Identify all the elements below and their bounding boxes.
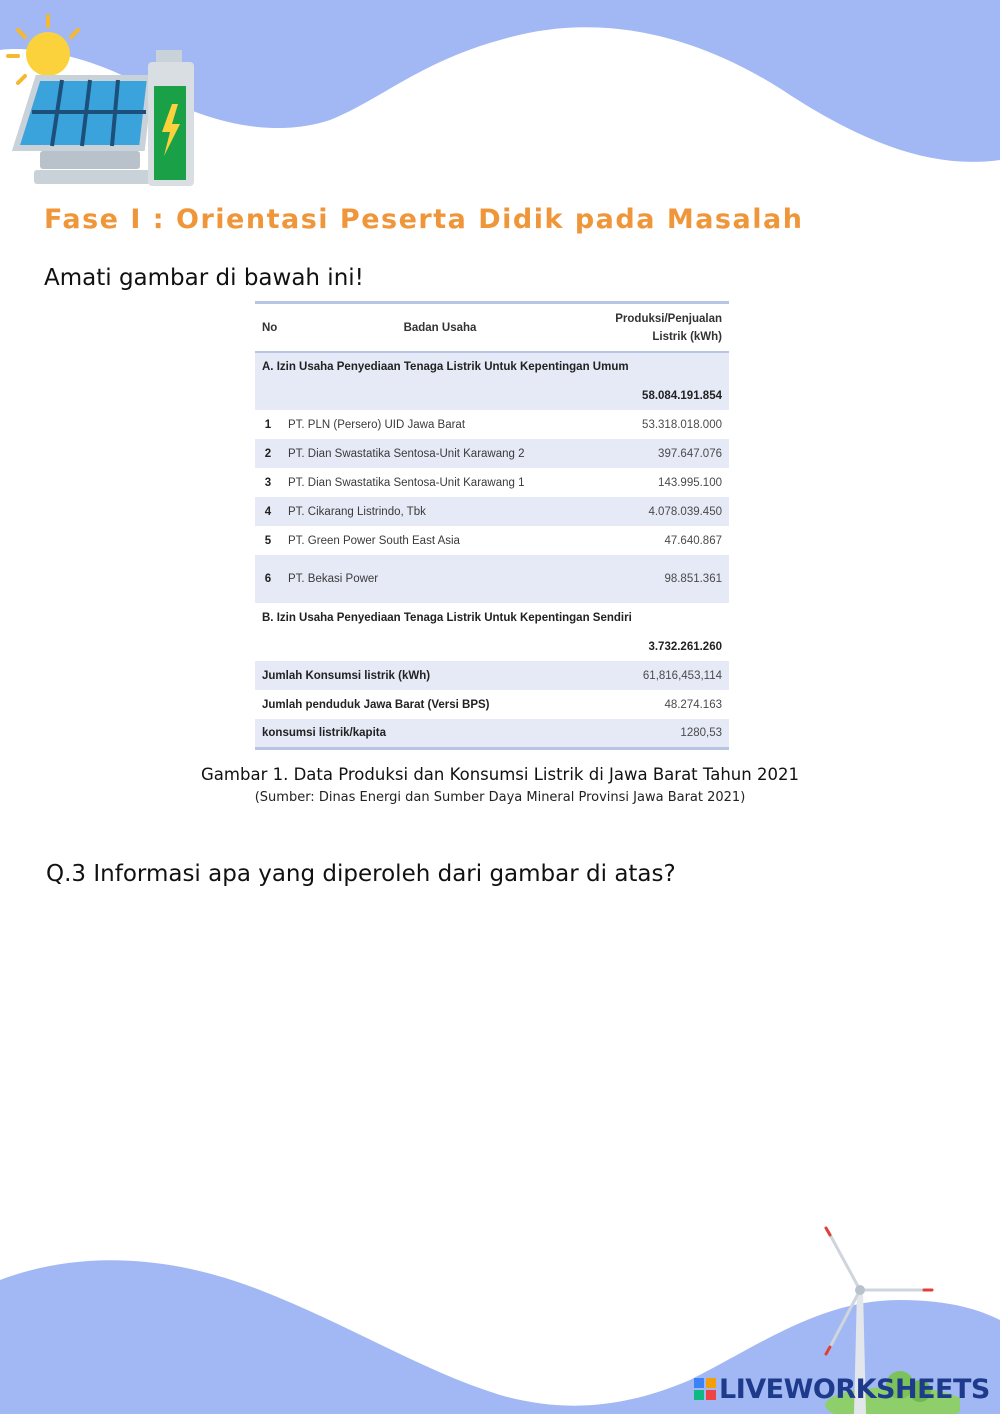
liveworksheets-logo-text: LIVEWORKSHEETS <box>719 1373 990 1405</box>
row-no: 4 <box>264 505 272 518</box>
summary-label: Jumlah Konsumsi listrik (kWh) <box>262 669 431 682</box>
row-value: 397.647.076 <box>658 447 722 460</box>
column-header-no: No <box>255 303 281 353</box>
row-name: PT. Dian Swastatika Sentosa-Unit Karawang 1 <box>288 476 525 489</box>
row-name: PT. Cikarang Listrindo, Tbk <box>288 505 426 518</box>
row-no: 2 <box>264 447 272 460</box>
data-table <box>255 301 729 750</box>
table-row <box>255 410 729 439</box>
row-name: PT. PLN (Persero) UID Jawa Barat <box>288 418 466 431</box>
row-name: PT. Bekasi Power <box>288 573 379 585</box>
table-row <box>255 497 729 526</box>
summary-row <box>255 690 729 719</box>
section-a-title: A. Izin Usaha Penyediaan Tenaga Listrik Untuk Kepentingan Umum <box>262 361 629 373</box>
summary-row <box>255 719 729 748</box>
section-a-title-row <box>255 352 729 381</box>
solar-panel-battery-icon <box>0 8 200 190</box>
section-b-total-row <box>255 632 729 661</box>
phase-title: Fase I : Orientasi Peserta Didik pada Masalah <box>44 204 804 235</box>
column-header-value: Produksi/Penjualan Listrik (kWh) <box>599 303 729 353</box>
table-row <box>255 555 729 603</box>
liveworksheets-logo <box>694 1374 990 1404</box>
summary-label: konsumsi listrik/kapita <box>262 726 386 739</box>
row-name: PT. Dian Swastatika Sentosa-Unit Karawang 2 <box>288 447 525 460</box>
section-a-total-row <box>255 381 729 410</box>
row-value: 143.995.100 <box>658 476 722 489</box>
row-value: 47.640.867 <box>664 534 722 547</box>
electricity-data-table <box>255 301 729 750</box>
table-header-row <box>255 303 729 353</box>
row-no: 3 <box>264 476 272 489</box>
section-a-total: 58.084.191.854 <box>642 389 722 402</box>
sun-icon <box>8 16 78 83</box>
section-b-total: 3.732.261.260 <box>648 640 722 653</box>
summary-label: Jumlah penduduk Jawa Barat (Versi BPS) <box>262 698 490 711</box>
row-name: PT. Green Power South East Asia <box>288 534 460 547</box>
summary-value: 48.274.163 <box>664 698 722 711</box>
table-row <box>255 526 729 555</box>
row-value: 4.078.039.450 <box>648 505 722 518</box>
summary-row <box>255 661 729 690</box>
table-row <box>255 439 729 468</box>
figure-source: (Sumber: Dinas Energi dan Sumber Daya Mineral Provinsi Jawa Barat 2021) <box>254 790 746 805</box>
column-header-name: Badan Usaha <box>281 303 599 353</box>
section-b-title: B. Izin Usaha Penyediaan Tenaga Listrik Untuk Kepentingan Sendiri <box>262 611 632 624</box>
instruction-text: Amati gambar di bawah ini! <box>44 265 364 291</box>
figure-caption: Gambar 1. Data Produksi dan Konsumsi Listrik di Jawa Barat Tahun 2021 <box>201 765 799 784</box>
summary-value: 1280,53 <box>680 726 722 739</box>
table-row <box>255 468 729 497</box>
summary-value: 61,816,453,114 <box>642 669 722 682</box>
panel-stand <box>40 151 140 169</box>
section-b-title-row <box>255 603 729 632</box>
liveworksheets-logo-icon <box>694 1378 716 1400</box>
row-no: 6 <box>264 573 272 585</box>
question-text: Q.3 Informasi apa yang diperoleh dari gambar di atas? <box>46 861 676 887</box>
row-value: 53.318.018.000 <box>642 418 722 431</box>
row-no: 5 <box>264 534 272 547</box>
row-no: 1 <box>264 418 272 431</box>
battery-icon <box>148 50 194 186</box>
row-value: 98.851.361 <box>664 573 722 585</box>
